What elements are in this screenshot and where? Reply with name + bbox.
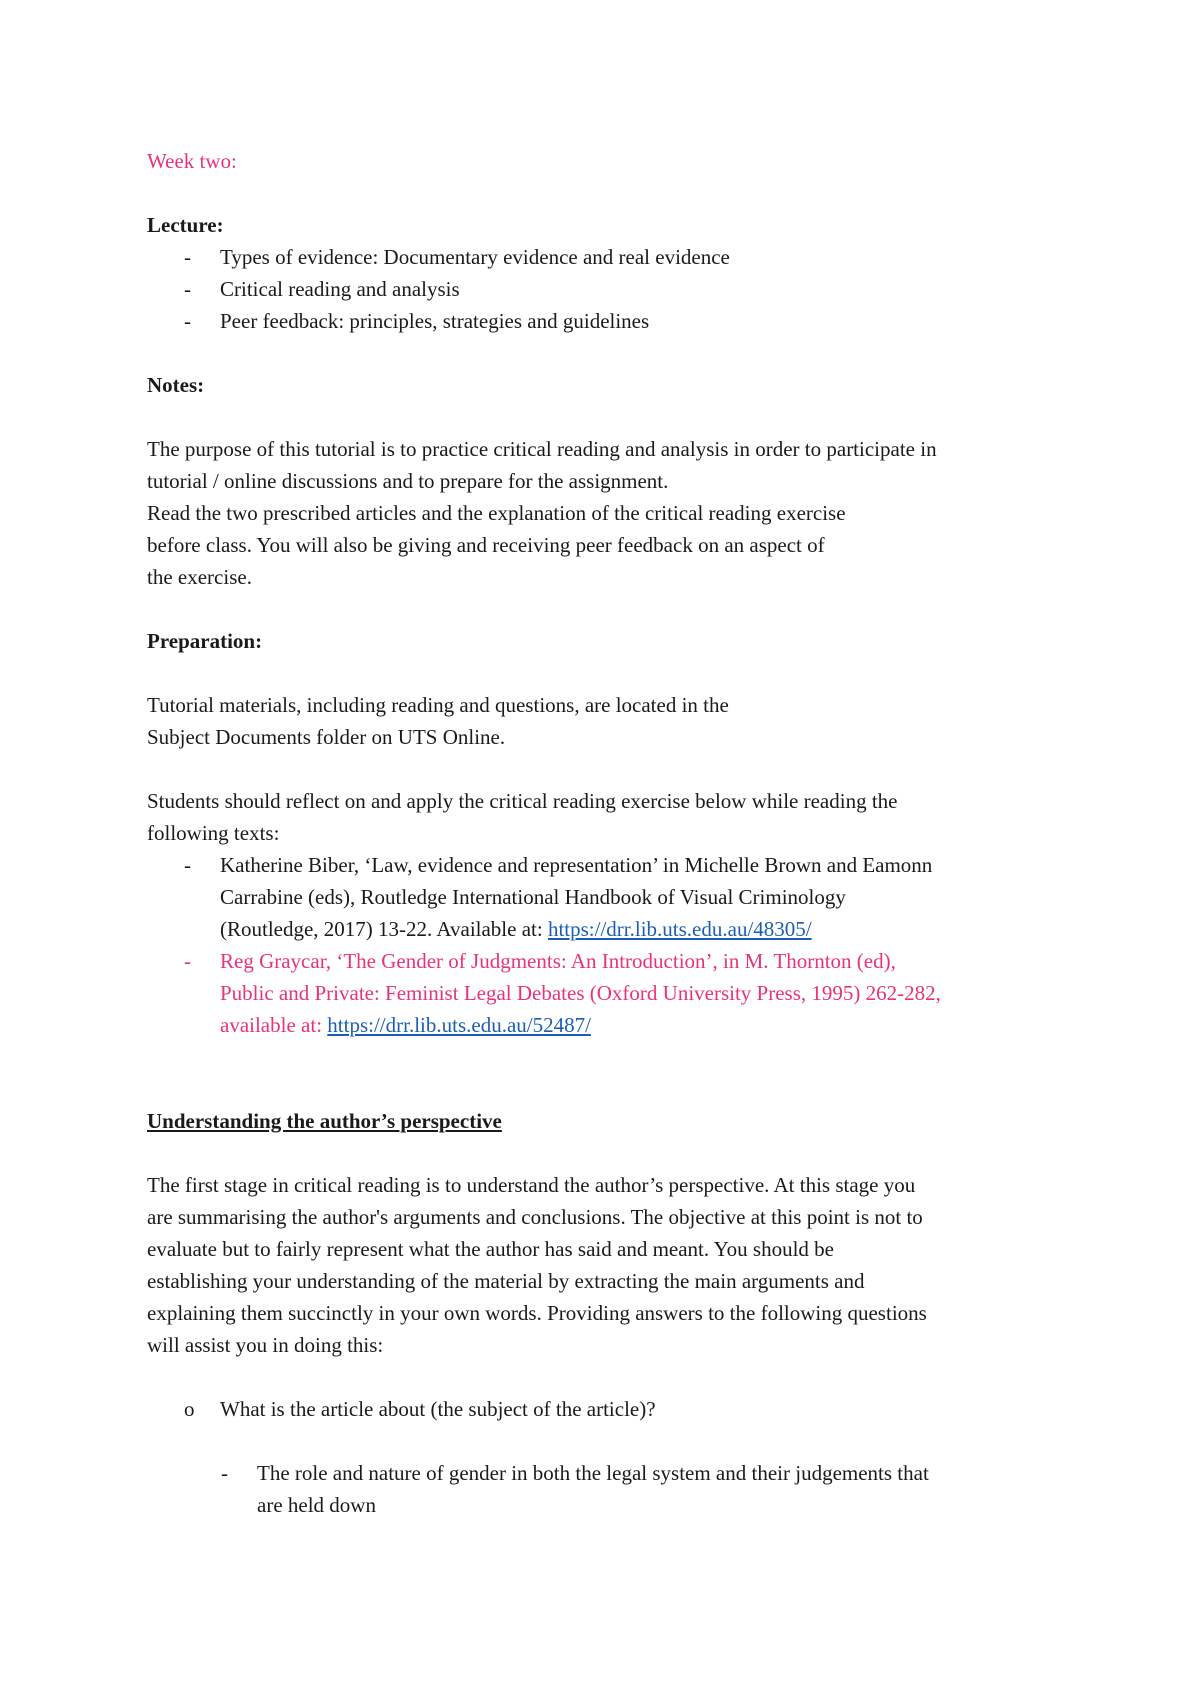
notes-paragraph: The purpose of this tutorial is to practice critical reading and analysis in order to participate in tutorial / online discussions and to prepare for the assignment. Read the two prescribed articles and the explanation of the critical reading exercise before class. You will also be giving and receiving peer feedback on an aspect of the exercise. [147,437,937,589]
list-item: - Critical reading and analysis [184,277,460,301]
notes-heading: Notes: [147,373,205,397]
reading-list [147,849,1077,1041]
lecture-heading: Lecture: [147,213,224,237]
reference-graycar: - Reg Graycar, ‘The Gender of Judgments: An Introduction’, in M. Thornton (ed), Public and Private: Feminist Legal Debates (Oxford University Press, 1995) 262-282, available at: https://drr.lib.uts.edu.au/52487/ [184,949,941,1037]
preparation-paragraph-1: Tutorial materials, including reading and questions, are located in the Subject Documents folder on UTS Online. [147,693,729,749]
list-item: - Types of evidence: Documentary evidence and real evidence [184,245,730,269]
week-heading: Week two: [147,149,237,173]
lecture-list [147,241,1077,337]
section-heading: Understanding the author’s perspective [147,1109,502,1133]
reference-link-48305[interactable]: https://drr.lib.uts.edu.au/48305/ [547,917,812,941]
section-paragraph: The first stage in critical reading is to understand the author’s perspective. At this stage you are summarising the author's arguments and conclusions. The objective at this point is not to evaluate but to fairly represent what the author has said and meant. You should be establishing your understanding of the material by extracting the main arguments and explaining them succinctly in your own words. Providing answers to the following questions will assist you in doing this: [147,1173,927,1357]
preparation-heading: Preparation: [147,629,263,653]
preparation-paragraph-2: Students should reflect on and apply the critical reading exercise below while reading the following texts: [147,789,898,845]
reference-link-52487[interactable]: https://drr.lib.uts.edu.au/52487/ [327,1013,591,1037]
bullet-marker: o [184,1397,195,1421]
reference-biber: - Katherine Biber, ‘Law, evidence and representation’ in Michelle Brown and Eamonn Carrabine (eds), Routledge International Handbook of Visual Criminology (Routledge, 2017) 13-22. Available at: https://drr.lib.uts.edu.au/48305/ [184,853,933,941]
list-item: - Peer feedback: principles, strategies and guidelines [184,309,650,333]
document-page: Week two: Lecture: - Types of evidence: Documentary evidence and real evidence - Critical reading and analysis - Peer feedback: principles, strategies and guidelines Notes: The purpose of this tutorial is to practice critical reading and analysis in order to participate in tutorial / online discussions and to prepare for the assignment. Read the two prescribed articles and the explanation of the critical reading exercise before class. You will also be giving and receiving peer feedback on an aspect of the exercise. Preparation: Tutorial materials, including reading and questions, are located in the Subject Documents folder on UTS Online. Students should reflect on and apply the critical reading exercise below while reading the following texts: - Katherine Biber, ‘Law, evidence and representation’ in Michelle Brown and Eamonn Carrabine (eds), Routledge International Handbook of Visual Criminology (Routledge, 2017) 13-22. Available at: https://drr.lib.uts.edu.au/48305/ - Reg Graycar, ‘The Gender of Judgments: An Introduction’, in M. Thornton (ed), Public and Private: Feminist Legal Debates (Oxford University Press, 1995) 262-282, available at: https://drr.lib.uts.edu.au/52487/ Understanding the author’s perspective The first stage in critical reading is to understand the author’s perspective. At this stage you are summarising the author's arguments and conclusions. The objective at this point is not to evaluate but to fairly represent what the author has said and meant. You should be establishing your understanding of the material by extracting the main arguments and explaining them succinctly in your own words. Providing answers to the following questions will assist you in doing this: o What is the article about (the subject of the article)? - The role and nature of gender in both the legal system and their judgements that are held down [0,0,1200,1698]
